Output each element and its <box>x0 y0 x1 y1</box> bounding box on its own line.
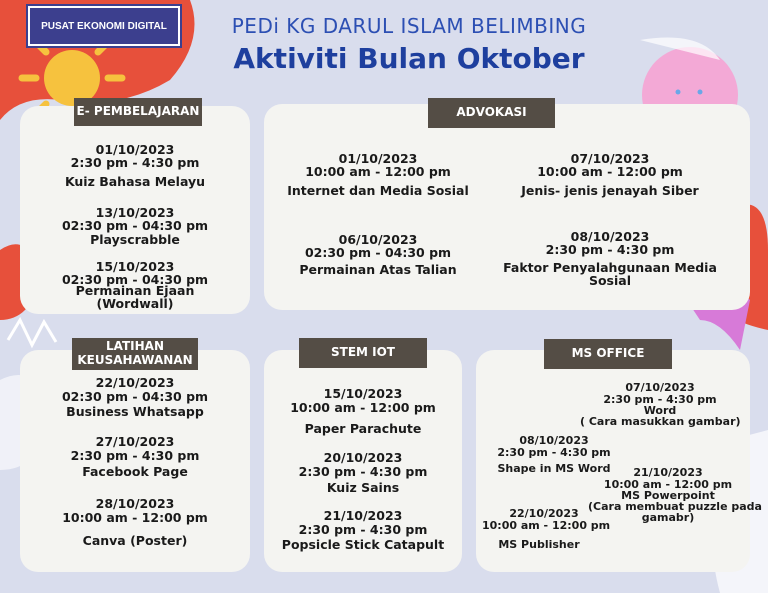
center-title: PEDi KG DARUL ISLAM BELIMBING <box>231 14 587 38</box>
event-time: 2:30 pm - 4:30 pm <box>545 242 675 257</box>
event-date: 07/10/2023 <box>570 151 650 166</box>
event-name-line3: gamabr) <box>641 511 695 524</box>
event-time: 2:30 pm - 4:30 pm <box>298 522 428 537</box>
event-time: 2:30 pm - 4:30 pm <box>603 393 717 406</box>
event-time: 10:00 am - 12:00 pm <box>537 164 683 179</box>
event-name: Facebook Page <box>82 464 188 479</box>
event-name: Shape in MS Word <box>497 462 611 475</box>
event-date: 08/10/2023 <box>519 434 589 447</box>
event-name-line2: (Cara membuat puzzle pada <box>588 500 762 513</box>
event-name: Popsicle Stick Catapult <box>281 537 445 552</box>
event-time: 2:30 pm - 4:30 pm <box>70 448 200 463</box>
event-date: 20/10/2023 <box>323 450 403 465</box>
event-name-line2: Sosial <box>588 273 632 288</box>
event-name: Internet dan Media Sosial <box>287 183 469 198</box>
event-name: Kuiz Bahasa Melayu <box>64 174 206 189</box>
event-time: 2:30 pm - 4:30 pm <box>497 446 611 459</box>
event-time: 10:00 am - 12:00 pm <box>305 164 451 179</box>
event-name: Faktor Penyalahgunaan Media <box>503 260 717 275</box>
event-time: 10:00 am - 12:00 pm <box>290 400 436 415</box>
event-time: 2:30 pm - 4:30 pm <box>70 155 200 170</box>
event-date: 01/10/2023 <box>338 151 418 166</box>
event-time: 10:00 am - 12:00 pm <box>62 510 208 525</box>
header-stem-iot: STEM IOT <box>299 338 427 368</box>
event-time: 02:30 pm - 04:30 pm <box>304 245 452 260</box>
event-date: 22/10/2023 <box>95 375 175 390</box>
event-date: 07/10/2023 <box>625 381 695 394</box>
event-time: 02:30 pm - 04:30 pm <box>61 272 209 287</box>
event-date: 22/10/2023 <box>509 507 579 520</box>
event-name: Permainan Atas Talian <box>299 262 457 277</box>
event-date: 08/10/2023 <box>570 229 650 244</box>
event-time: 02:30 pm - 04:30 pm <box>61 218 209 233</box>
event-date: 21/10/2023 <box>633 466 703 479</box>
event-date: 01/10/2023 <box>95 142 175 157</box>
event-name: Business Whatsapp <box>66 404 204 419</box>
header-latihan-keusahawanan <box>72 338 198 370</box>
event-name: Playscrabble <box>90 232 180 247</box>
center-badge: PUSAT EKONOMI DIGITAL <box>28 6 180 46</box>
event-name: Word <box>643 404 677 417</box>
event-date: 13/10/2023 <box>95 205 175 220</box>
header-line2: KEUSAHAWANAN <box>77 353 193 367</box>
event-name: MS Powerpoint <box>621 489 715 502</box>
event-time: 02:30 pm - 04:30 pm <box>61 389 209 404</box>
event-date: 28/10/2023 <box>95 496 175 511</box>
event-name-line2: (Wordwall) <box>96 296 174 311</box>
event-name: Jenis- jenis jenayah Siber <box>521 183 699 198</box>
event-time: 10:00 am - 12:00 pm <box>482 519 611 532</box>
header-ms-office: MS OFFICE <box>544 339 672 369</box>
event-name: Canva (Poster) <box>82 533 188 548</box>
header-e-pembelajaran: E- PEMBELAJARAN <box>74 98 202 126</box>
event-name-line2: ( Cara masukkan gambar) <box>580 415 741 428</box>
event-date: 21/10/2023 <box>323 508 403 523</box>
event-name: Paper Parachute <box>304 421 422 436</box>
event-time: 2:30 pm - 4:30 pm <box>298 464 428 479</box>
event-date: 15/10/2023 <box>323 386 403 401</box>
header-advokasi: ADVOKASI <box>428 98 555 128</box>
event-date: 06/10/2023 <box>338 232 418 247</box>
event-date: 27/10/2023 <box>95 434 175 449</box>
page-title: Aktiviti Bulan Oktober <box>233 42 585 75</box>
event-time: 10:00 am - 12:00 pm <box>603 478 733 491</box>
event-name: Permainan Ejaan <box>75 283 195 298</box>
header-line1: LATIHAN <box>105 339 165 354</box>
event-name: Kuiz Sains <box>326 480 400 495</box>
event-date: 15/10/2023 <box>95 259 175 274</box>
event-name: MS Publisher <box>498 538 580 551</box>
